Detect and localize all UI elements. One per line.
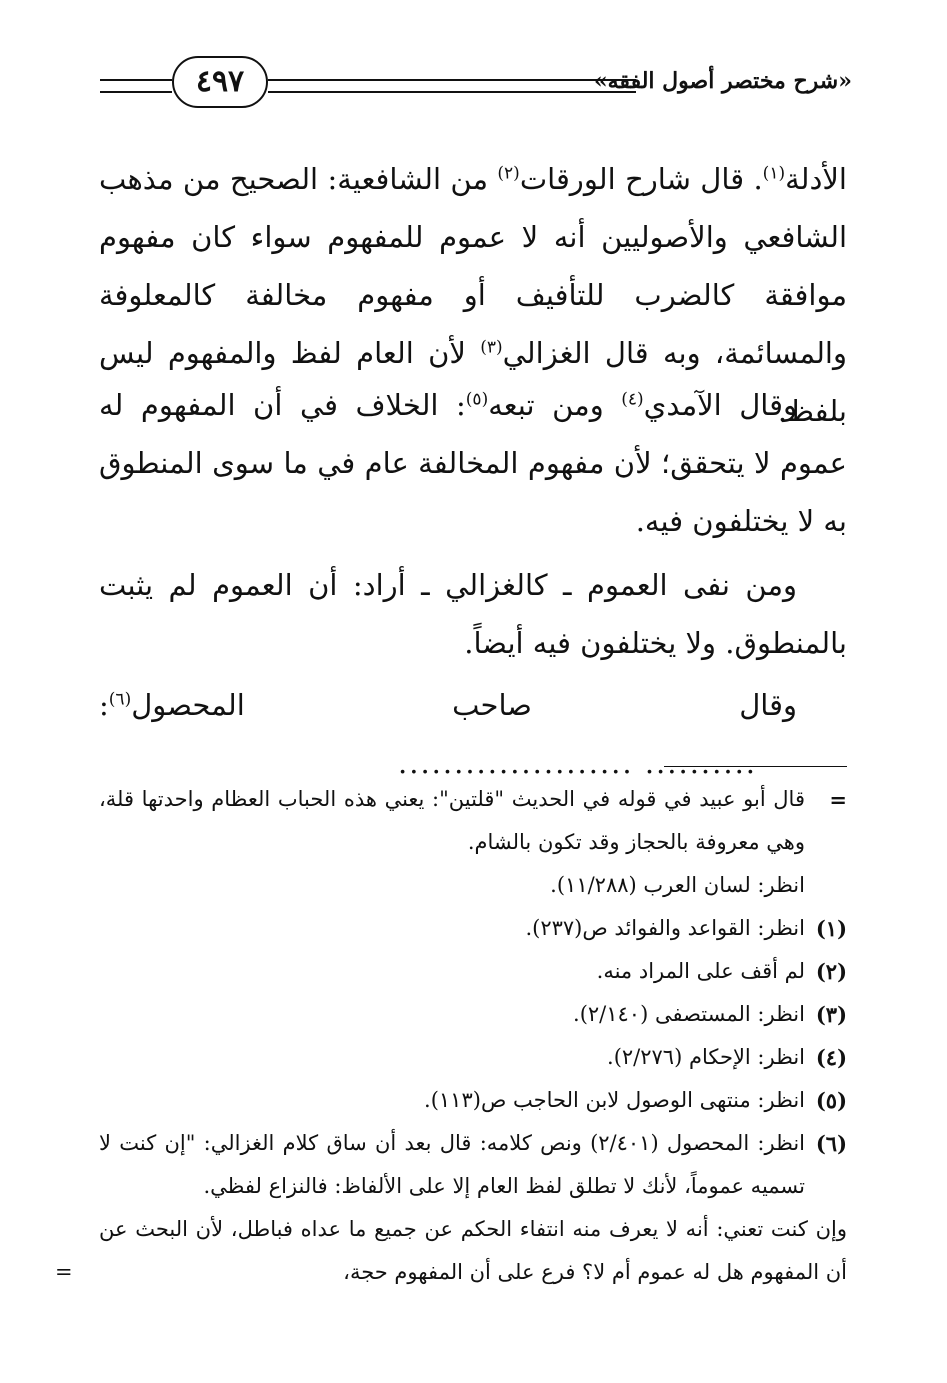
footnote-text: انظر: منتهى الوصول لابن الحاجب ص(١١٣). — [424, 1088, 805, 1112]
p1-text-3: من الشافعية: الصحيح من مذهب الشافعي والأصوليين أنه لا عموم للمفهوم سواء كان مفهوم موافقة كالضرب للتأفيف أو مفهوم مخالفة كالمعلوفة والمسائمة، وبه قال الغزالي — [99, 162, 847, 370]
running-book-title: «شرح مختصر أصول الفقه» — [593, 68, 852, 94]
footnote-marker: (٣) — [815, 1002, 847, 1027]
footnote-4 — [99, 1036, 847, 1079]
p4-text-1: وقال صاحب المحصول — [131, 688, 797, 722]
header-double-rule-middle — [268, 79, 636, 93]
header-double-rule-left — [100, 79, 172, 93]
footnote-continuation-text: قال أبو عبيد في قوله في الحديث "قلتين": يعني هذه الحباب العظام واحدتها قلة، وهي معروفة بالحجاز وقد تكون بالشام. — [99, 787, 805, 854]
p2-text-2: ومن تبعه — [488, 388, 622, 422]
footnote-2 — [99, 950, 847, 993]
p1-text-2: . قال شارح الورقات — [519, 162, 763, 196]
p3-text: ومن نفى العموم ـ كالغزالي ـ أراد: أن العموم لم يثبت بالمنطوق. ولا يختلفون فيه أيضاً. — [99, 568, 847, 660]
footnote-text: انظر: القواعد والفوائد ص(٢٣٧). — [525, 916, 805, 940]
footnote-1 — [99, 907, 847, 950]
p2-text-3: : الخلاف في أن المفهوم له عموم لا يتحقق؛ لأن مفهوم المخالفة عام في ما سوى المنطوق به لا يختلفون فيه. — [99, 388, 847, 538]
footnote-continuation-ref-text: انظر: لسان العرب (١١/٢٨٨). — [550, 873, 805, 897]
continuation-mark: = — [829, 787, 847, 812]
p1-text-1: الأدلة — [785, 162, 847, 196]
footnote-5 — [99, 1079, 847, 1122]
ellipsis-dots: .......... ..................... — [398, 746, 757, 780]
continued-mark: = — [55, 1260, 73, 1284]
paragraph-3 — [99, 556, 847, 672]
footnote-continuation-ref — [99, 864, 847, 907]
footnote-continuation — [99, 778, 847, 864]
footnote-text: لم أقف على المراد منه. — [596, 959, 805, 983]
page-header — [100, 52, 852, 112]
paragraph-2 — [99, 376, 847, 550]
footnote-text: وإن كنت تعني: أنه لا يعرف منه انتفاء الحكم عن جميع ما عداه فباطل، لأن البحث عن أن المفهوم هل له عموم أم لا؟ فرع على أن المفهوم حجة، — [99, 1217, 847, 1284]
footnote-ref-6: (٦) — [108, 689, 132, 710]
footnote-ref-1: (١) — [762, 163, 786, 184]
p2-text-1: وقال الآمدي — [643, 388, 798, 422]
paragraph-4 — [99, 676, 847, 792]
footnote-marker: (١) — [815, 916, 847, 941]
footnote-marker: (٦) — [815, 1131, 847, 1156]
footnote-text: انظر: المستصفى (٢/١٤٠). — [573, 1002, 805, 1026]
footnote-marker: (٢) — [815, 959, 847, 984]
footnote-6-continued — [55, 1208, 847, 1294]
footnotes — [55, 778, 847, 1294]
footnote-3 — [99, 993, 847, 1036]
footnote-text: انظر: المحصول (٢/٤٠١) ونص كلامه: قال بعد أن ساق كلام الغزالي: "إن كنت لا تسميه عموماً، لأنك لا تطلق لفظ العام إلا على الألفاظ: فالنزاع لفظي. — [99, 1131, 805, 1198]
footnote-ref-4: (٤) — [621, 389, 644, 410]
page-number: ٤٩٧ — [195, 64, 245, 99]
footnote-ref-2: (٢) — [497, 163, 520, 184]
footnote-marker: (٤) — [815, 1045, 847, 1070]
footnote-marker: (٥) — [815, 1088, 847, 1113]
footnote-text: انظر: الإحكام (٢/٢٧٦). — [607, 1045, 805, 1069]
footnote-separator — [664, 766, 847, 767]
footnote-ref-5: (٥) — [465, 389, 489, 410]
page-number-frame — [172, 56, 268, 108]
p1-text-4: لأن العام لفظ والمفهوم ليس بلفظ. — [99, 336, 847, 428]
footnote-ref-3: (٣) — [480, 337, 503, 358]
footnote-6 — [99, 1122, 847, 1208]
p4-text-2: : — [99, 688, 109, 722]
